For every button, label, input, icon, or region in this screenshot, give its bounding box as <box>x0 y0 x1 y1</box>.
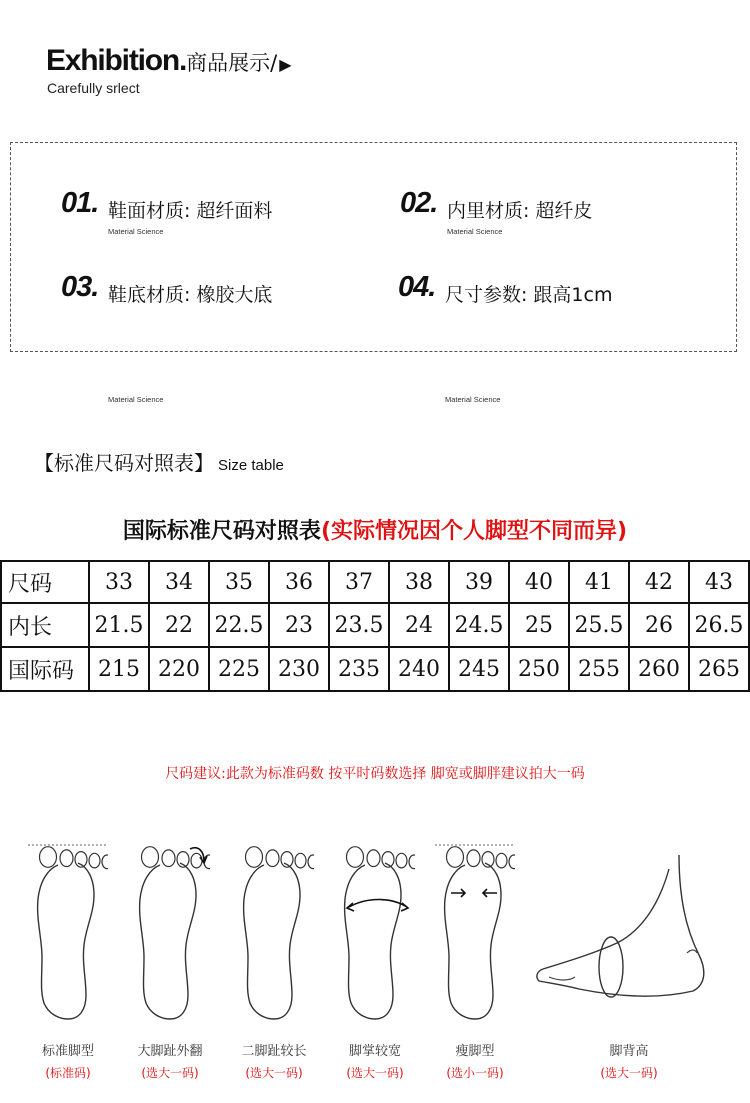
table-row <box>1 603 749 647</box>
table-cell: 26 <box>629 603 689 647</box>
foot-type-name: 瘦脚型 <box>455 1044 495 1059</box>
material-text <box>445 280 612 307</box>
table-cell: 35 <box>209 561 269 603</box>
table-cell: 255 <box>569 647 629 691</box>
table-cell: 240 <box>389 647 449 691</box>
table-cell: 26.5 <box>689 603 749 647</box>
table-cell: 25 <box>509 603 569 647</box>
table-cell: 220 <box>149 647 209 691</box>
table-cell: 42 <box>629 561 689 603</box>
row-label: 内长 <box>1 603 89 647</box>
size-table <box>0 560 750 692</box>
material-value: 橡胶大底 <box>196 284 273 306</box>
table-cell: 265 <box>689 647 749 691</box>
foot-icon <box>130 835 210 1025</box>
table-cell: 41 <box>569 561 629 603</box>
table-cell: 22 <box>149 603 209 647</box>
table-cell: 250 <box>509 647 569 691</box>
table-row <box>1 561 749 603</box>
size-table-heading <box>34 447 284 476</box>
foot-type-caption <box>420 1040 530 1081</box>
table-cell: 22.5 <box>209 603 269 647</box>
exhibition-subtitle: Carefully srlect <box>47 80 140 96</box>
foot-icon <box>435 835 515 1025</box>
table-cell: 38 <box>389 561 449 603</box>
size-advice: 尺码建议:此款为标准码数 按平时码数选择 脚宽或脚胖建议拍大一码 <box>165 766 585 782</box>
foot-type-name: 脚掌较宽 <box>348 1044 401 1059</box>
material-info-box <box>10 142 737 404</box>
table-cell: 225 <box>209 647 269 691</box>
table-cell: 23.5 <box>329 603 389 647</box>
material-number: 03. <box>61 271 99 303</box>
material-value: 超纤面料 <box>196 200 273 222</box>
material-tag: Material Science <box>108 227 164 236</box>
material-value: 跟高1cm <box>533 284 613 306</box>
foot-type-caption <box>320 1040 430 1081</box>
row-label: 国际码 <box>1 647 89 691</box>
material-tag: Material Science <box>447 227 503 236</box>
size-table-title-note: (实际情况因个人脚型不同而异) <box>320 519 628 544</box>
foot-type-suggestion: (标准码) <box>45 1066 91 1080</box>
foot-type-caption <box>13 1040 123 1081</box>
foot-icon <box>335 835 415 1025</box>
material-text <box>447 196 592 223</box>
foot-type-suggestion: (选大一码) <box>141 1066 199 1080</box>
foot-type-name: 脚背高 <box>609 1044 649 1059</box>
foot-icon <box>234 835 314 1025</box>
table-cell: 37 <box>329 561 389 603</box>
table-cell: 33 <box>89 561 149 603</box>
material-number: 01. <box>61 187 99 219</box>
size-table-heading-cn: 【标准尺码对照表】 <box>34 451 214 475</box>
size-table-title-main: 国际标准尺码对照表 <box>122 519 321 544</box>
foot-type-name: 大脚趾外翻 <box>137 1044 203 1059</box>
table-cell: 215 <box>89 647 149 691</box>
size-table-title <box>0 514 750 545</box>
foot-side-icon <box>529 835 719 1025</box>
table-cell: 36 <box>269 561 329 603</box>
material-tag: Material Science <box>445 395 501 404</box>
table-cell: 34 <box>149 561 209 603</box>
size-table-heading-en: Size table <box>218 457 284 474</box>
material-value: 超纤皮 <box>535 200 593 222</box>
table-cell: 24 <box>389 603 449 647</box>
table-cell: 245 <box>449 647 509 691</box>
material-number: 04. <box>398 271 436 303</box>
foot-type-caption <box>115 1040 225 1081</box>
table-cell: 25.5 <box>569 603 629 647</box>
material-text <box>108 280 272 307</box>
table-cell: 235 <box>329 647 389 691</box>
material-item-size <box>398 269 718 404</box>
material-label: 内里材质: <box>447 200 530 222</box>
foot-type-caption <box>219 1040 329 1081</box>
foot-type-suggestion: (选小一码) <box>446 1066 504 1080</box>
exhibition-title <box>46 44 292 78</box>
table-cell: 23 <box>269 603 329 647</box>
table-cell: 40 <box>509 561 569 603</box>
foot-type-name: 二脚趾较长 <box>241 1044 307 1059</box>
foot-type-suggestion: (选大一码) <box>600 1066 658 1080</box>
material-label: 鞋底材质: <box>108 284 191 306</box>
foot-type-caption <box>574 1040 684 1081</box>
material-label: 鞋面材质: <box>108 200 191 222</box>
table-cell: 21.5 <box>89 603 149 647</box>
table-cell: 230 <box>269 647 329 691</box>
table-cell: 260 <box>629 647 689 691</box>
material-label: 尺寸参数: <box>445 284 528 306</box>
foot-icon <box>28 835 108 1025</box>
foot-type-name: 标准脚型 <box>41 1044 94 1059</box>
foot-type-suggestion: (选大一码) <box>346 1066 404 1080</box>
table-cell: 43 <box>689 561 749 603</box>
material-text <box>108 196 272 223</box>
play-arrow-icon: ▶ <box>279 55 292 74</box>
exhibition-title-en: Exhibition. <box>46 44 187 77</box>
material-item-sole <box>61 269 381 404</box>
table-cell: 39 <box>449 561 509 603</box>
table-row <box>1 647 749 691</box>
table-cell: 24.5 <box>449 603 509 647</box>
row-label: 尺码 <box>1 561 89 603</box>
exhibition-title-cn: 商品展示/ <box>186 51 278 75</box>
material-number: 02. <box>400 187 438 219</box>
foot-type-suggestion: (选大一码) <box>245 1066 303 1080</box>
material-item-upper <box>61 185 381 236</box>
material-item-lining <box>400 185 720 236</box>
material-tag: Material Science <box>108 395 164 404</box>
